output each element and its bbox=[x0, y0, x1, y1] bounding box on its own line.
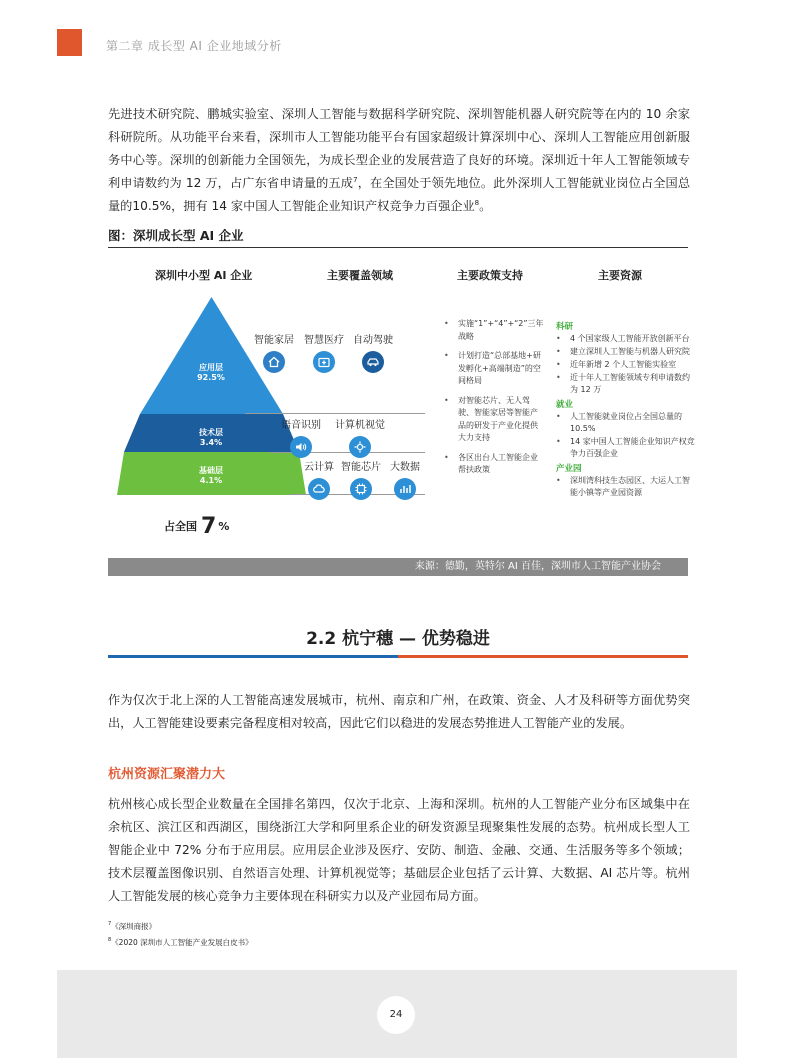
domain-big-data bbox=[385, 458, 425, 504]
chip-icon bbox=[350, 478, 372, 500]
footnote-number: 8 bbox=[108, 937, 112, 943]
domain-label: 大数据 bbox=[390, 462, 420, 473]
cloud-icon bbox=[308, 478, 330, 500]
resource-category-research: 科研 bbox=[556, 322, 574, 332]
col-head-domains: 主要覆盖领域 bbox=[327, 269, 393, 282]
pyramid-label-app bbox=[181, 363, 241, 383]
speaker-icon bbox=[290, 436, 312, 458]
domain-label: 云计算 bbox=[304, 462, 334, 473]
domain-speech-recognition bbox=[280, 416, 322, 462]
policy-item: • 对智能芯片、无人驾驶、智能家居等智能产品的研发于产业化提供大力支持 bbox=[444, 395, 544, 445]
section-body: 杭州核心成长型企业数量在全国排名第四，仅次于北京、上海和深圳。杭州的人工智能产业分布区域集中在余杭区、滨江区和西湖区，围绕浙江大学和阿里系企业的研发资源呈现聚集性发展的态势。杭州成长型人工智能企业中 72% 分布于应用层。应用层企业涉及医疗、安防、制造、金融、交通、生活服务等多个领域；技术层覆盖图像识别、自然语言处理、计算机视觉等；基础层企业包括了云计算、大数据、AI 芯片等。杭州人工智能发展的核心竞争力主要体现在科研实力以及产业园布局方面。 bbox=[108, 797, 690, 903]
footnote-8 bbox=[108, 937, 253, 948]
leader-line-app bbox=[245, 413, 425, 414]
layer-pct-tech: 3.4% bbox=[199, 438, 223, 447]
national-share-value: 7 bbox=[201, 514, 217, 539]
chapter-marker bbox=[57, 29, 82, 56]
resource-category-employment: 就业 bbox=[556, 400, 574, 410]
intro-text: 先进技术研究院、鹏城实验室、深圳人工智能与数据科学研究院、深圳智能机器人研究院等在内的 10 余家科研院所。从功能平台来看，深圳市人工智能功能平台有国家超级计算深圳中心、深圳人工智能应用创新服务中心等。深圳的创新能力全国领先，为成长型企业的发展营造了良好的环境。深圳近十年人工智能领域专利申请数约为 12 万，占广东省申请量的五成 bbox=[108, 107, 690, 190]
layer-pct-base: 4.1% bbox=[199, 476, 223, 485]
layer-name-tech: 技术层 bbox=[199, 428, 223, 437]
page-number: 24 bbox=[377, 996, 415, 1034]
domain-computer-vision bbox=[334, 416, 386, 462]
resource-item: • 人工智能就业岗位占全国总量的 10.5% bbox=[556, 411, 696, 435]
domain-label: 计算机视觉 bbox=[335, 420, 385, 431]
chapter-title: 第二章 成长型 AI 企业地域分析 bbox=[106, 39, 282, 53]
figure-source: 来源：德勤，英特尔 AI 百佳，深圳市人工智能产业协会 bbox=[108, 558, 688, 576]
national-share-label: 占全国 bbox=[164, 520, 197, 533]
pyramid-label-tech bbox=[181, 428, 241, 448]
footnote-text: 《深圳商报》 bbox=[111, 922, 157, 931]
domain-label: 智慧医疗 bbox=[304, 335, 344, 346]
col-head-enterprises: 深圳中小型 AI 企业 bbox=[155, 269, 253, 282]
medical-icon bbox=[313, 351, 335, 373]
resource-category-industry: 产业园 bbox=[556, 464, 582, 474]
resource-list bbox=[556, 318, 696, 500]
domain-label: 语音识别 bbox=[281, 420, 321, 431]
section-title: 2.2 杭宁穗 — 优势稳进 bbox=[306, 629, 490, 649]
domain-label: 智能家居 bbox=[254, 335, 294, 346]
footnote-ref-7[interactable]: 7 bbox=[353, 176, 358, 184]
domain-autonomous-driving bbox=[352, 331, 394, 377]
domain-label: 自动驾驶 bbox=[353, 335, 393, 346]
domain-smart-chip bbox=[340, 458, 382, 504]
footnote-ref-8[interactable]: 8 bbox=[474, 199, 480, 207]
layer-name-app: 应用层 bbox=[199, 363, 223, 372]
national-share bbox=[164, 514, 229, 539]
resource-item: • 近年新增 2 个人工智能实验室 bbox=[556, 359, 696, 371]
bar-chart-icon bbox=[394, 478, 416, 500]
col-head-resources: 主要资源 bbox=[598, 269, 642, 282]
section-divider bbox=[108, 655, 688, 658]
section-intro: 作为仅次于北上深的人工智能高速发展城市，杭州、南京和广州，在政策、资金、人才及科研等方面优势突出，人工智能建设要素完备程度相对较高，因此它们以稳进的发展态势推进人工智能产业的发展。 bbox=[108, 693, 690, 730]
footnote-7 bbox=[108, 921, 156, 932]
intro-paragraph bbox=[108, 103, 690, 218]
footnote-number: 7 bbox=[108, 921, 112, 927]
policy-list bbox=[444, 318, 544, 484]
intro-text-mid: ，在全国处于领先地位。此外深圳人工智能就业岗位占全国总量的10.5%，拥有 14 家中国人工智能企业知识产权竞争力百强企业 bbox=[108, 176, 691, 213]
resource-item: • 深圳湾科技生态园区、大运人工智能小镇等产业园资源 bbox=[556, 475, 696, 499]
resource-item: • 14 家中国人工智能企业知识产权竞争力百强企业 bbox=[556, 436, 696, 460]
subheading: 杭州资源汇聚潜力大 bbox=[108, 767, 226, 782]
policy-item: • 实施“1”+“4”+“2”三年战略 bbox=[444, 318, 544, 343]
domain-smart-home bbox=[254, 331, 294, 377]
home-icon bbox=[263, 351, 285, 373]
domain-smart-medical bbox=[303, 331, 345, 377]
pyramid-label-base bbox=[181, 466, 241, 486]
domain-cloud-computing bbox=[299, 458, 339, 504]
layer-name-base: 基础层 bbox=[199, 466, 223, 475]
col-head-policies: 主要政策支持 bbox=[457, 269, 523, 282]
layer-pct-app: 92.5% bbox=[197, 373, 225, 382]
figure-title: 图：深圳成长型 AI 企业 bbox=[108, 228, 244, 243]
resource-item: • 建立深圳人工智能与机器人研究院 bbox=[556, 346, 696, 358]
resource-item: • 近十年人工智能领域专利申请数约为 12 万 bbox=[556, 372, 696, 396]
resource-item: • 4 个国家级人工智能开放创新平台 bbox=[556, 333, 696, 345]
intro-text-end: 。 bbox=[479, 199, 492, 213]
domain-label: 智能芯片 bbox=[341, 462, 381, 473]
policy-item: • 计划打造“总部基地+研发孵化+高端制造”的空间格局 bbox=[444, 350, 544, 388]
policy-item: • 各区出台人工智能企业帮扶政策 bbox=[444, 452, 544, 477]
car-icon bbox=[362, 351, 384, 373]
vision-icon bbox=[349, 436, 371, 458]
figure-divider bbox=[108, 247, 688, 248]
national-share-unit: % bbox=[218, 520, 230, 533]
footnote-text: 《2020 深圳市人工智能产业发展白皮书》 bbox=[111, 938, 253, 947]
